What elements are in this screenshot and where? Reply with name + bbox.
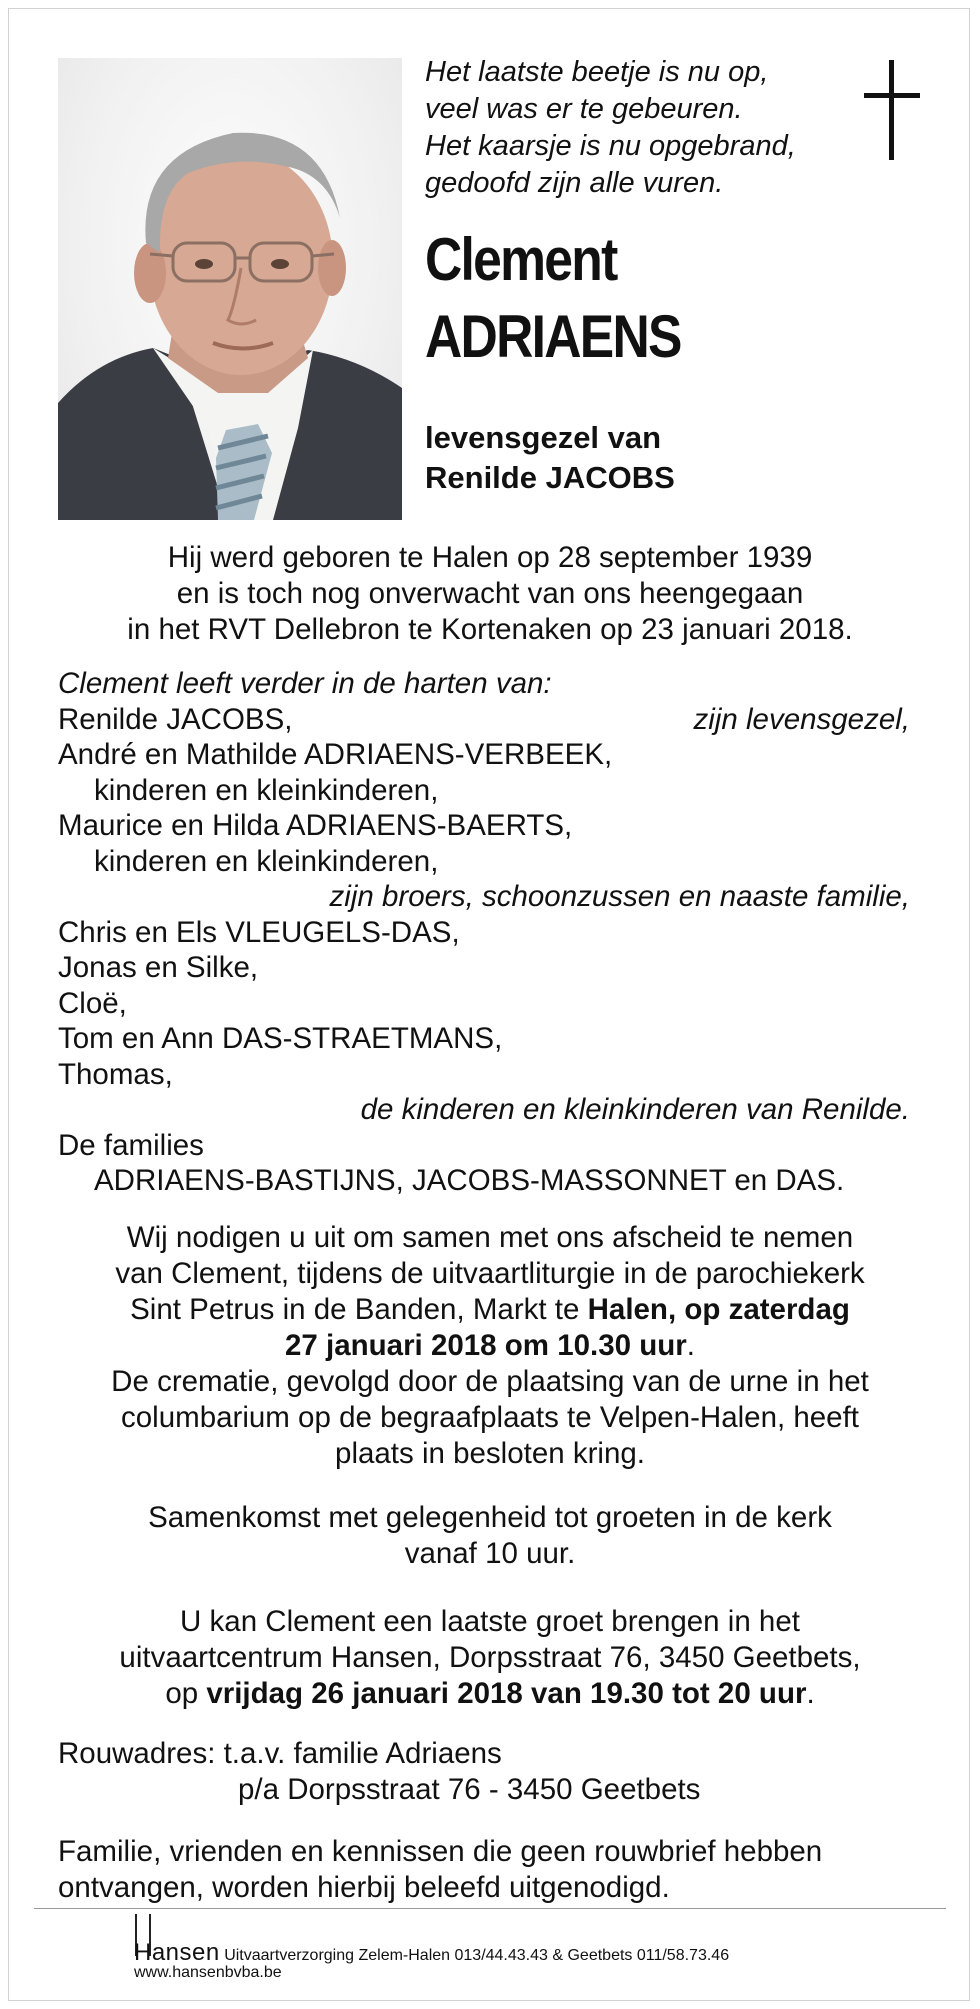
gathering-text: [30, 1500, 950, 1572]
list-item: kinderen en kleinkinderen,: [94, 844, 439, 878]
list-item: André en Mathilde ADRIAENS-VERBEEK,: [58, 738, 613, 771]
ceremony-datetime: 27 januari 2018 om 10.30 uur: [285, 1329, 687, 1362]
text-part: .: [686, 1329, 695, 1362]
footer-url[interactable]: www.hansenbvba.be: [134, 1964, 282, 1981]
footer-company: [134, 1939, 729, 1967]
text-line: ontvangen, worden hierbij beleefd uitgenodigd.: [58, 1870, 670, 1904]
survivors-list: [58, 666, 910, 1199]
list-item: Thomas,: [58, 1057, 173, 1091]
partner-relation: levensgezel van: [425, 420, 662, 455]
text-part: op: [165, 1677, 207, 1710]
cross-icon: [864, 60, 920, 160]
list-item: Maurice en Hilda ADRIAENS-BAERTS,: [58, 809, 573, 842]
list-item: ADRIAENS-BASTIJNS, JACOBS-MASSONNET en DAS.: [94, 1164, 845, 1197]
visitation-datetime: vrijdag 26 januari 2018 van 19.30 tot 20 uur: [206, 1677, 807, 1710]
text-line: De crematie, gevolgd door de plaatsing van de urne in het: [111, 1365, 869, 1398]
text-line: uitvaartcentrum Hansen, Dorpsstraat 76, 3450 Geetbets,: [119, 1641, 861, 1674]
text-line: Wij nodigen u uit om samen met ons afscheid te nemen: [126, 1221, 854, 1254]
footer-brand: Hansen: [134, 1939, 220, 1966]
text-part: .: [806, 1677, 815, 1710]
list-item: kinderen en kleinkinderen,: [94, 773, 439, 807]
poem-line: gedoofd zijn alle vuren.: [425, 167, 724, 199]
poem-line: Het laatste beetje is nu op,: [425, 56, 769, 88]
mourning-address: [58, 1736, 700, 1807]
survivor-relation: zijn levensgezel,: [693, 702, 910, 736]
text-line: vanaf 10 uur.: [404, 1537, 576, 1570]
visitation-text: [30, 1604, 950, 1712]
survivor-name: Renilde JACOBS,: [58, 702, 293, 736]
text-line: Hij werd geboren te Halen op 28 september 1939: [167, 541, 813, 574]
poem: [425, 54, 796, 202]
ceremony-text: [30, 1220, 950, 1472]
address-line: Rouwadres: t.a.v. familie Adriaens: [58, 1737, 502, 1770]
text-line: van Clement, tijdens de uitvaartliturgie in de parochiekerk: [115, 1257, 865, 1290]
survivors-intro: Clement leeft verder in de harten van:: [58, 667, 552, 700]
deceased-first-name: Clement: [425, 226, 617, 293]
text-line: en is toch nog onverwacht van ons heengegaan: [176, 577, 804, 610]
portrait-photo: [58, 58, 402, 520]
text-line: Familie, vrienden en kennissen die geen rouwbrief hebben: [58, 1835, 823, 1868]
address-line: p/a Dorpsstraat 76 - 3450 Geetbets: [238, 1772, 701, 1806]
ceremony-place: Halen, op zaterdag: [587, 1293, 850, 1326]
list-item: Jonas en Silke,: [58, 951, 259, 984]
footer-details: Uitvaartverzorging Zelem-Halen 013/44.43.43 & Geetbets 011/58.73.46: [224, 1947, 730, 1964]
text-line: columbarium op de begraafplaats te Velpen-Halen, heeft: [121, 1401, 859, 1434]
survivor-relation: zijn broers, schoonzussen en naaste familie,: [329, 880, 910, 913]
footer-divider: [34, 1908, 946, 1909]
list-item: Tom en Ann DAS-STRAETMANS,: [58, 1022, 503, 1055]
list-item: [58, 1092, 910, 1128]
birth-death-text: [30, 540, 950, 648]
closing-text: [58, 1834, 822, 1905]
text-line: plaats in besloten kring.: [335, 1437, 645, 1470]
text-line: [30, 1292, 950, 1328]
partner-name: Renilde JACOBS: [425, 460, 675, 495]
list-item: Cloë,: [58, 986, 127, 1020]
list-item: Chris en Els VLEUGELS-DAS,: [58, 915, 460, 949]
text-line: in het RVT Dellebron te Kortenaken op 23 januari 2018.: [127, 613, 853, 646]
deceased-last-name: ADRIAENS: [425, 303, 681, 370]
text-part: Sint Petrus in de Banden, Markt te: [130, 1293, 588, 1326]
text-line: Samenkomst met gelegenheid tot groeten in de kerk: [148, 1501, 832, 1534]
poem-line: veel was er te gebeuren.: [425, 93, 743, 125]
list-item: De families: [58, 1128, 204, 1162]
poem-line: Het kaarsje is nu opgebrand,: [425, 130, 796, 162]
text-line: [30, 1676, 950, 1712]
partner-info: [425, 418, 675, 498]
survivor-relation: de kinderen en kleinkinderen van Renilde.: [360, 1093, 910, 1126]
list-item: [58, 702, 910, 738]
text-line: [30, 1328, 950, 1364]
list-item: [58, 879, 910, 915]
text-line: U kan Clement een laatste groet brengen in het: [180, 1605, 800, 1638]
